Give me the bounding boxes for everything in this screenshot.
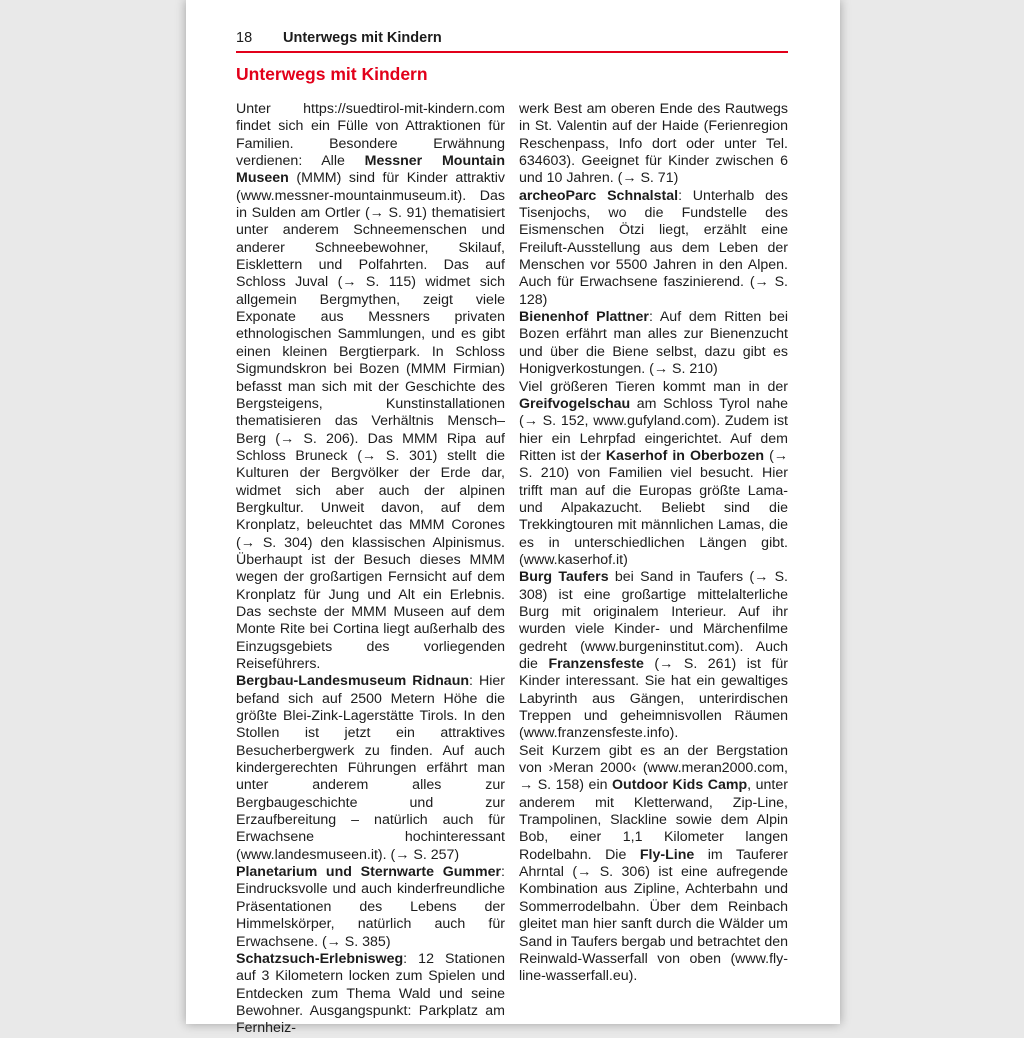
text-run: : Hier befand sich auf 2500 Metern Höhe die größte Blei-Zink-Lagerstätte Tirols. In den Stollen ist jetzt ein attraktives Besucherbergwerk zu finden. Auf auch kindergerechten Führungen erfährt man unter anderem alles zur Bergbaugeschichte und zur Erzaufbereitung – natürlich auch für Erwachsene hochinteressant (www.landesmuseen.it). (→ S. 257)	[236, 673, 505, 863]
bold-term: Messner Mountain Museen	[236, 153, 505, 187]
running-head-title: Unterwegs mit Kindern	[283, 30, 442, 46]
text-run: Viel größeren Tieren kommt man in der	[519, 378, 788, 395]
text-run: : 12 Stationen auf 3 Kilometern locken zum Spielen und Entdecken zum Thema Wald und seine Bewohner. Ausgangspunkt: Parkplatz am Fernheiz-	[236, 950, 505, 1037]
paragraph	[236, 101, 505, 673]
book-page	[186, 0, 840, 1037]
text-run: Unter https://suedtirol-mit-kindern.com findet sich ein Fülle von Attraktionen für Familien. Besondere Erwähnung verdienen: Alle	[236, 101, 505, 170]
text-run: : Auf dem Ritten bei Bozen erfährt man alles zur Bienenzucht und über die Biene selbst, dazu gibt es Honigverkostungen. (→ S. 210)	[519, 309, 788, 378]
paragraph	[519, 309, 788, 378]
paragraph	[236, 864, 505, 951]
text-run: : Eindrucksvolle und auch kinderfreundliche Präsentationen des Lebens der Himmelskörper, natürlich auch für Erwachsene. (→ S. 385)	[236, 864, 505, 950]
bold-term: Bergbau-Landesmuseum Ridnaun	[236, 673, 470, 690]
text-column-right	[519, 101, 788, 1038]
bold-term: Planetarium und Sternwarte Gummer	[236, 864, 502, 881]
text-run: (MMM) sind für Kinder attraktiv (www.messner-mountainmuseum.it). Das in Sulden am Ortler (→ S. 91) thematisiert unter anderem Schneemenschen und anderer Schneebewohner, Skilauf, Eisklettern und Polfahrten. Das auf Schloss Juval (→ S. 115) widmet sich allgemein Bergmythen, zeigt viele Exponate aus Messners privaten ethnologischen Sammlungen, und es gibt einen kleinen Bergtierpark. In Schloss Sigmundskron bei Bozen (MMM Firmian) befasst man sich mit der Geschichte des Bergsteigens, Kunstinstallationen thematisieren das Verhältnis Mensch–Berg (→ S. 206). Das MMM Ripa auf Schloss Bruneck (→ S. 301) stellt die Kulturen der Bergvölker der Erde dar, widmet sich aber auch der alpinen Bergkultur. Unweit davon, auf dem Kronplatz, beleuchtet das MMM Corones (→ S. 304) den klassischen Alpinismus. Überhaupt ist der Besuch dieses MMM wegen der großartigen Fernsicht auf dem Kronplatz für Jung und Alt ein Erlebnis. Das sechste der MMM Museen auf dem Monte Rite bei Cortina liegt außerhalb des Einzugsgebiets des vorliegenden Reiseführers.	[236, 170, 505, 672]
paragraph	[236, 951, 505, 1038]
text-run: bei Sand in Taufers (→ S. 308) ist eine großartige mittelalterliche Burg mit originalem Interieur. Auf ihr wurden viele Kinder- und Märchenfilme gedreht (www.burgeninstitut.com). Auch die	[519, 569, 788, 672]
paragraph	[236, 673, 505, 864]
text-run: am Schloss Tyrol nahe (→ S. 152, www.gufyland.com). Zudem ist hier ein Lehrpfad eingerichtet. Auf dem Ritten ist der	[519, 395, 788, 464]
bold-term: Burg Taufers	[519, 569, 609, 586]
text-column-left	[236, 101, 505, 1038]
paragraph	[519, 569, 788, 742]
page-header	[236, 30, 788, 53]
bold-term: Greifvogelschau	[519, 395, 631, 412]
header-rule	[236, 51, 788, 53]
page-number: 18	[236, 30, 253, 46]
text-run: werk Best am oberen Ende des Rautwegs in St. Valentin auf der Haide (Ferienregion Reschenpass, Info dort oder unter Tel. 634603). Geeignet für Kinder zwischen 6 und 10 Jahren. (→ S. 71)	[519, 101, 788, 187]
text-run: im Tauferer Ahrntal (→ S. 306) ist eine aufregende Kombination aus Zipline, Achterbahn und Sommerrodelbahn. Über dem Reinbach gleitet man hier sanft durch die Wälder um Sand in Taufers bergab und betrachtet den Reinwald-Wasserfall von oben (www.fly-line-wasserfall.eu).	[519, 846, 788, 985]
paragraph	[519, 188, 788, 309]
text-run: : Unterhalb des Tisenjochs, wo die Fundstelle des Eismenschen Ötzi liegt, erzählt eine Freiluft-Ausstellung aus dem Leben der Menschen vor 5500 Jahren in den Alpen. Auch für Erwachsene faszinierend. (→ S. 128)	[519, 187, 788, 308]
bold-term: Outdoor Kids Camp	[612, 777, 748, 794]
bold-term: Franzensfeste	[548, 656, 644, 672]
paragraph	[519, 379, 788, 570]
text-run: Seit Kurzem gibt es an der Bergstation von ›Meran 2000‹ (www.meran2000.com, → S. 158) ein	[519, 742, 788, 794]
bold-term: Fly-Line	[639, 846, 695, 863]
text-run: (→ S. 261) ist für Kinder interessant. Sie hat ein gewaltiges Labyrinth aus Gängen, unterirdischen Treppen und geheimnisvollen Räumen (www.franzensfeste.info).	[519, 656, 788, 742]
text-run: , unter anderem mit Kletterwand, Zip-Line, Trampolinen, Slackline sowie dem Alpin Bob, einer 1,1 Kilometer langen Rodelbahn. Die	[519, 777, 788, 863]
body-text	[236, 101, 788, 1038]
bold-term: archeoParc Schnalstal	[519, 187, 679, 204]
bold-term: Bienenhof Plattner	[519, 309, 649, 326]
bold-term: Schatzsuch-Erlebnisweg	[236, 950, 404, 967]
bold-term: Kaserhof in Oberbozen	[605, 447, 765, 464]
text-run: (→ S. 210) von Familien viel besucht. Hier trifft man auf die Europas größte Lama- und Alpakazucht. Beliebt sind die Trekkingtouren mit männlichen Lamas, die es in unterschiedlichen Längen gibt. (www.kaserhof.it)	[519, 447, 788, 568]
running-head	[236, 30, 788, 46]
paragraph	[519, 743, 788, 986]
paragraph	[519, 101, 788, 188]
chapter-title: Unterwegs mit Kindern	[236, 64, 428, 84]
